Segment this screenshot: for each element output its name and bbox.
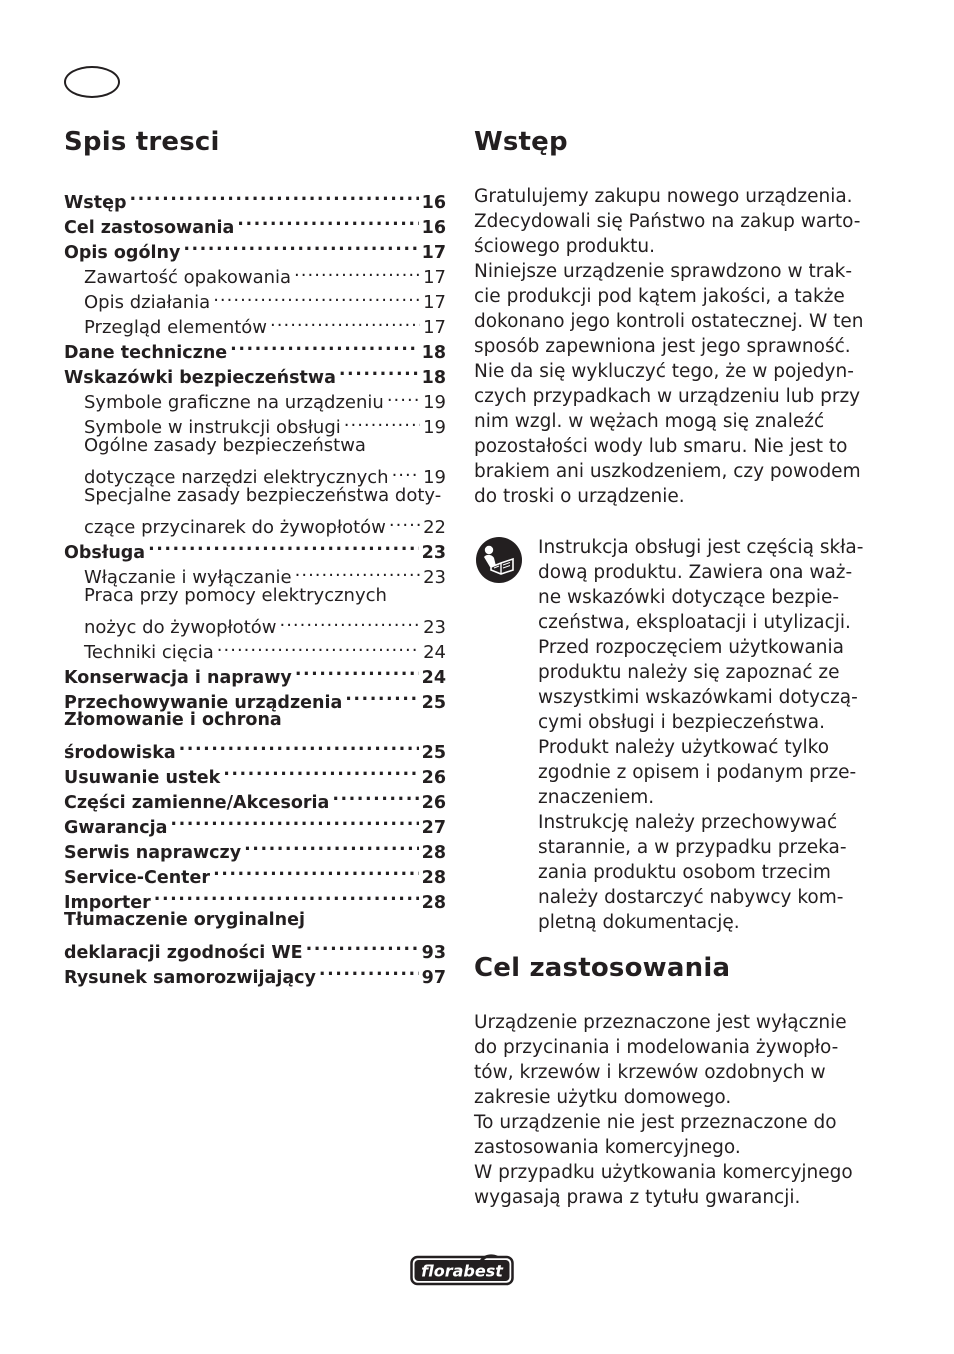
toc-entry (64, 908, 446, 933)
toc-leader-dots (392, 458, 421, 483)
toc-leader-dots (217, 633, 420, 658)
toc-entry-label: Tłumaczenie oryginalnej (64, 910, 305, 930)
logo-text: florabest (421, 1261, 503, 1281)
toc-entry-label: Ogólne zasady bezpieczeństwa (84, 435, 366, 456)
toc-leader-dots (230, 333, 418, 358)
toc-entry-page: 19 (423, 392, 446, 413)
toc-entry-page: 19 (423, 417, 446, 438)
toc-leader-dots (294, 258, 420, 283)
toc-entry-page: 28 (421, 868, 446, 888)
toc-entry-label: nożyc do żywopłotów (84, 617, 277, 638)
text-line: nim wzgl. w wężach mogą się znaleźć (474, 411, 825, 432)
toc-leader-dots (295, 658, 419, 683)
toc-entry-page: 23 (423, 567, 446, 588)
toc-entry-page: 17 (423, 292, 446, 313)
toc-entry-label: środowiska (64, 743, 176, 763)
toc-entry-label: Cel zastosowania (64, 218, 235, 238)
toc-entry-page: 23 (421, 543, 446, 563)
toc-leader-dots (213, 283, 420, 308)
text-line: Niniejsze urządzenie sprawdzono w trak- (474, 261, 853, 282)
toc-entry-page: 16 (421, 193, 446, 213)
toc-leader-dots (129, 183, 418, 208)
toc-entry-page: 97 (421, 968, 446, 988)
toc-entry-label: Rysunek samorozwijający (64, 968, 316, 988)
toc-entry (64, 608, 446, 638)
toc-entry-label: Specjalne zasady bezpieczeństwa doty- (84, 485, 442, 506)
toc-entry-page: 18 (421, 368, 446, 388)
toc-entry-label: Opis ogólny (64, 243, 181, 263)
toc-entry (64, 583, 446, 608)
text-line: Urządzenie przeznaczone jest wyłącznie (474, 1012, 847, 1033)
toc-entry (64, 483, 446, 508)
toc-entry-label: deklaracji zgodności WE (64, 943, 303, 963)
text-line: starannie, a w przypadku przeka- (538, 837, 847, 858)
toc-leader-dots (170, 808, 418, 833)
text-line: W przypadku użytkowania komercyjnego (474, 1162, 853, 1183)
toc-entry-page: 26 (421, 793, 446, 813)
toc-leader-dots (387, 383, 420, 408)
intro-heading: Wstęp (474, 127, 568, 157)
toc-entry-label: Konserwacja i naprawy (64, 668, 292, 688)
toc-leader-dots (183, 233, 418, 258)
text-line: dokonano jego kontroli ostatecznej. W ten (474, 311, 864, 332)
text-line: Przed rozpoczęciem użytkowania (538, 637, 844, 658)
toc-entry-page: 23 (423, 617, 446, 638)
toc-leader-dots (244, 833, 418, 858)
toc-leader-dots (213, 858, 419, 883)
toc-entry-label: Opis działania (84, 292, 211, 313)
toc-entry-label: Dane techniczne (64, 343, 228, 363)
text-line: zakresie użytku domowego. (474, 1087, 732, 1108)
toc-entry-label: Gwarancja (64, 818, 168, 838)
toc-leader-dots (389, 508, 420, 533)
text-line: należy dostarczyć nabywcy kom- (538, 887, 844, 908)
read-manual-icon (476, 537, 522, 583)
text-line: wygasają prawa z tytułu gwarancji. (474, 1187, 801, 1208)
toc-entry-label: Symbole graficzne na urządzeniu (84, 392, 384, 413)
text-line: Gratulujemy zakupu nowego urządzenia. (474, 186, 853, 207)
text-line: zania produktu osobom trzecim (538, 862, 831, 883)
text-line: Nie da się wykluczyć tego, że w pojedyn- (474, 361, 854, 382)
toc-entry-page: 17 (423, 317, 446, 338)
text-line: ściowego produktu. (474, 236, 656, 257)
text-line: czeństwa, eksploatacji i utylizacji. (538, 612, 851, 633)
text-line: zgodnie z opisem i podanym prze- (538, 762, 857, 783)
toc-entry-page: 22 (423, 517, 446, 538)
toc-entry-label: Zawartość opakowania (84, 267, 292, 288)
toc-entry-label: Przechowywanie urządzenia (64, 693, 343, 713)
toc-entry-label: Importer (64, 893, 151, 913)
toc-entry-page: 26 (421, 768, 446, 788)
toc-entry-page: 17 (421, 243, 446, 263)
text-line: zastosowania komercyjnego. (474, 1137, 741, 1158)
toc-entry-label: czące przycinarek do żywopłotów (84, 517, 386, 538)
toc-leader-dots (344, 408, 420, 433)
toc-entry (64, 733, 446, 763)
text-line: Instrukcja obsługi jest częścią skła- (538, 537, 864, 558)
toc-entry-page: 24 (423, 642, 446, 663)
text-line: pozostałości wody lub smaru. Nie jest to (474, 436, 848, 457)
manual-note-paragraph (538, 535, 863, 935)
language-indicator-oval (64, 66, 120, 98)
toc-entry-page: 93 (421, 943, 446, 963)
text-line: pletną dokumentację. (538, 912, 740, 933)
text-line: brakiem ani uszkodzeniem, czy powodem (474, 461, 861, 482)
toc-entry-page: 16 (421, 218, 446, 238)
toc-entry-page: 19 (423, 467, 446, 488)
toc-entry-page: 25 (421, 743, 446, 763)
toc-entry-label: Service-Center (64, 868, 211, 888)
toc-entry-label: Symbole w instrukcji obsługi (84, 417, 341, 438)
text-line: To urządzenie nie jest przeznaczone do (474, 1112, 837, 1133)
intro-paragraph (474, 184, 864, 509)
text-line: ne wskazówki dotyczące bezpie- (538, 587, 840, 608)
toc-entry-page: 28 (421, 843, 446, 863)
toc-entry-label: Obsługa (64, 543, 146, 563)
toc-entry-label: Części zamienne/Akcesoria (64, 793, 330, 813)
toc-leader-dots (148, 533, 419, 558)
text-line: wszystkimi wskazówkami dotyczą- (538, 687, 858, 708)
toc-entry-page: 27 (421, 818, 446, 838)
toc-entry-label: Techniki cięcia (84, 642, 214, 663)
toc-entry-page: 18 (421, 343, 446, 363)
toc-entry-label: Złomowanie i ochrona (64, 710, 282, 730)
toc-entry (64, 458, 446, 488)
toc-entry-label: Serwis naprawczy (64, 843, 242, 863)
toc-entry-page: 25 (421, 693, 446, 713)
toc-leader-dots (154, 883, 419, 908)
text-line: produktu należy się zapoznać ze (538, 662, 840, 683)
toc-leader-dots (295, 558, 420, 583)
toc-entry-label: Usuwanie ustek (64, 768, 221, 788)
toc-leader-dots (332, 783, 418, 808)
toc-entry-label: Wskazówki bezpieczeństwa (64, 368, 336, 388)
table-of-contents (64, 183, 446, 988)
toc-entry-label: Przegląd elementów (84, 317, 268, 338)
toc-entry-label: Praca przy pomocy elektrycznych (84, 585, 387, 606)
text-line: tów, krzewów i krzewów ozdobnych w (474, 1062, 826, 1083)
florabest-logo (410, 1254, 514, 1286)
usage-paragraph (474, 1010, 853, 1210)
text-line: do przycinania i modelowania żywopło- (474, 1037, 839, 1058)
toc-entry (64, 708, 446, 733)
toc-entry-page: 28 (421, 893, 446, 913)
toc-entry (64, 933, 446, 963)
toc-entry (64, 508, 446, 538)
toc-leader-dots (345, 683, 418, 708)
toc-entry-label: dotyczące narzędzi elektrycznych (84, 467, 389, 488)
toc-leader-dots (279, 608, 420, 633)
text-line: Zdecydowali się Państwo na zakup warto- (474, 211, 861, 232)
toc-entry-page: 24 (421, 668, 446, 688)
toc-title: Spis tresci (64, 127, 220, 157)
toc-leader-dots (306, 933, 419, 958)
toc-leader-dots (339, 358, 419, 383)
text-line: sposób zapewniona jest jego sprawność. (474, 336, 851, 357)
toc-entry (64, 433, 446, 458)
toc-leader-dots (223, 758, 418, 783)
toc-leader-dots (270, 308, 420, 333)
usage-heading: Cel zastosowania (474, 953, 731, 983)
toc-leader-dots (179, 733, 419, 758)
text-line: znaczeniem. (538, 787, 655, 808)
toc-entry-label: Włączanie i wyłączanie (84, 567, 292, 588)
toc-entry (64, 183, 446, 213)
text-line: do troski o urządzenie. (474, 486, 685, 507)
toc-leader-dots (319, 958, 419, 983)
text-line: cymi obsługi i bezpieczeństwa. (538, 712, 825, 733)
text-line: cie produkcji pod kątem jakości, a także (474, 286, 845, 307)
toc-entry-label: Wstęp (64, 193, 127, 213)
text-line: czych przypadkach w urządzeniu lub przy (474, 386, 861, 407)
text-line: dową produktu. Zawiera ona waż- (538, 562, 853, 583)
toc-leader-dots (237, 208, 418, 233)
toc-entry-page: 17 (423, 267, 446, 288)
text-line: Produkt należy użytkować tylko (538, 737, 830, 758)
text-line: Instrukcję należy przechowywać (538, 812, 838, 833)
